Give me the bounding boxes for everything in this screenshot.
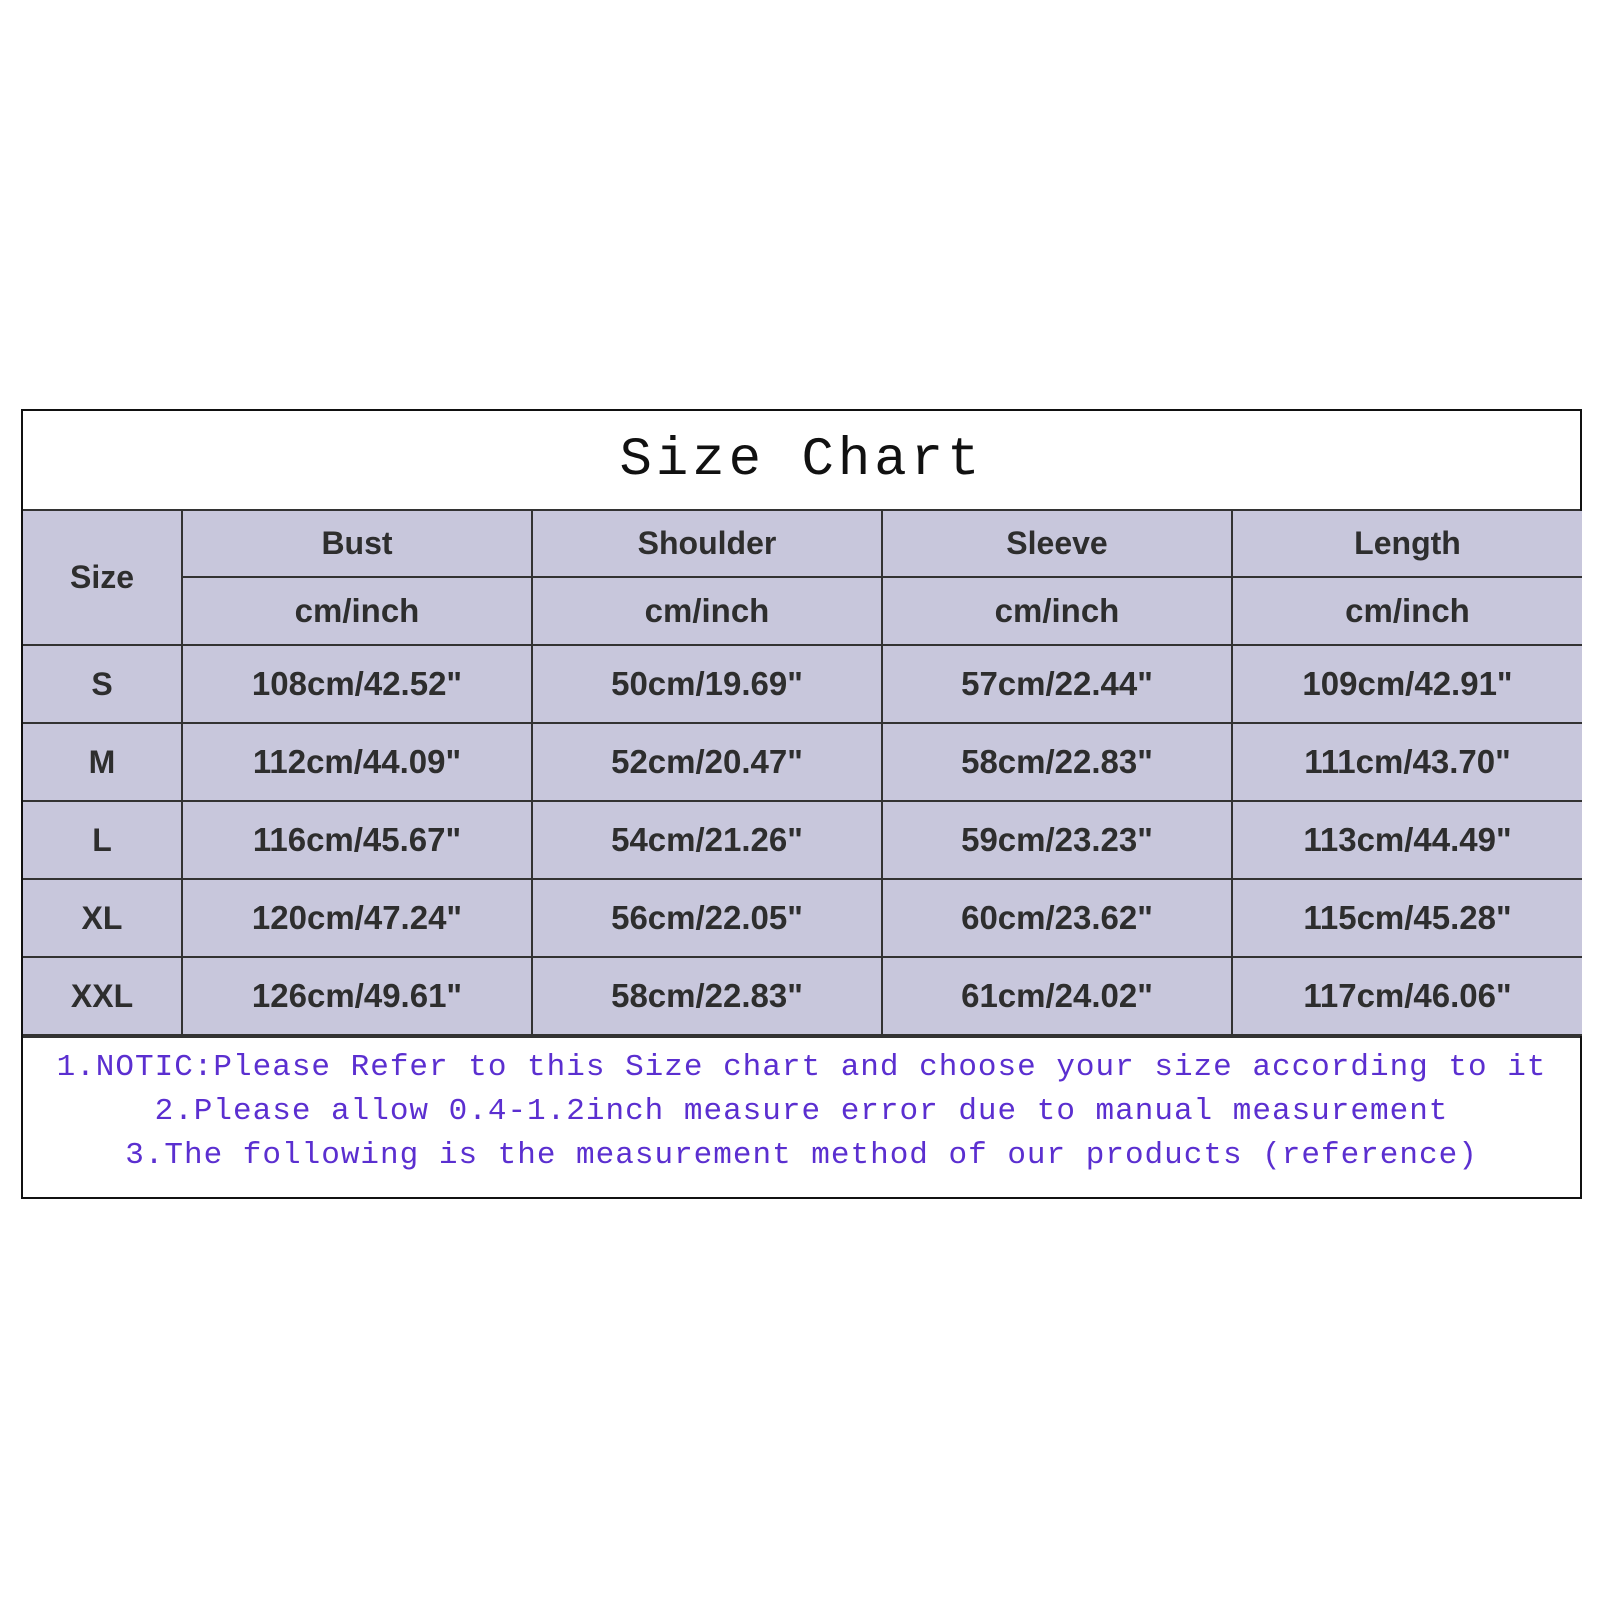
unit-header-sleeve: cm/inch: [882, 577, 1232, 645]
shoulder-cell: 52cm/20.47": [532, 723, 882, 801]
sleeve-cell: 61cm/24.02": [882, 957, 1232, 1035]
sleeve-cell: 60cm/23.62": [882, 879, 1232, 957]
size-cell: M: [23, 723, 182, 801]
bust-cell: 126cm/49.61": [182, 957, 532, 1035]
sleeve-cell: 58cm/22.83": [882, 723, 1232, 801]
length-cell: 115cm/45.28": [1232, 879, 1582, 957]
table-row-xxl: [23, 957, 1582, 1035]
length-cell: 113cm/44.49": [1232, 801, 1582, 879]
note-line: 1.NOTIC:Please Refer to this Size chart and choose your size according to it: [56, 1050, 1547, 1085]
length-cell: 111cm/43.70": [1232, 723, 1582, 801]
unit-header-length: cm/inch: [1232, 577, 1582, 645]
table-row-xl: [23, 879, 1582, 957]
note-line: 3.The following is the measurement method of our products (reference): [125, 1138, 1478, 1173]
size-cell: L: [23, 801, 182, 879]
note-line: 2.Please allow 0.4-1.2inch measure error due to manual measurement: [154, 1094, 1449, 1129]
sleeve-cell: 57cm/22.44": [882, 645, 1232, 723]
size-chart: [21, 409, 1582, 1199]
size-column-header: Size: [23, 511, 182, 645]
bust-cell: 108cm/42.52": [182, 645, 532, 723]
unit-header-bust: cm/inch: [182, 577, 532, 645]
column-header-sleeve: Sleeve: [882, 511, 1232, 577]
table-row-s: [23, 645, 1582, 723]
shoulder-cell: 54cm/21.26": [532, 801, 882, 879]
bust-cell: 112cm/44.09": [182, 723, 532, 801]
header-row-units: [23, 577, 1582, 645]
chart-title: Size Chart: [23, 411, 1580, 511]
header-row-names: [23, 511, 1582, 577]
table-row-l: [23, 801, 1582, 879]
unit-header-shoulder: cm/inch: [532, 577, 882, 645]
shoulder-cell: 58cm/22.83": [532, 957, 882, 1035]
sleeve-cell: 59cm/23.23": [882, 801, 1232, 879]
length-cell: 117cm/46.06": [1232, 957, 1582, 1035]
length-cell: 109cm/42.91": [1232, 645, 1582, 723]
column-header-shoulder: Shoulder: [532, 511, 882, 577]
size-cell: XXL: [23, 957, 182, 1035]
bust-cell: 120cm/47.24": [182, 879, 532, 957]
table-row-m: [23, 723, 1582, 801]
column-header-length: Length: [1232, 511, 1582, 577]
bust-cell: 116cm/45.67": [182, 801, 532, 879]
size-table: [23, 511, 1582, 1036]
size-cell: S: [23, 645, 182, 723]
notes: [23, 1036, 1580, 1178]
shoulder-cell: 56cm/22.05": [532, 879, 882, 957]
column-header-bust: Bust: [182, 511, 532, 577]
size-cell: XL: [23, 879, 182, 957]
shoulder-cell: 50cm/19.69": [532, 645, 882, 723]
